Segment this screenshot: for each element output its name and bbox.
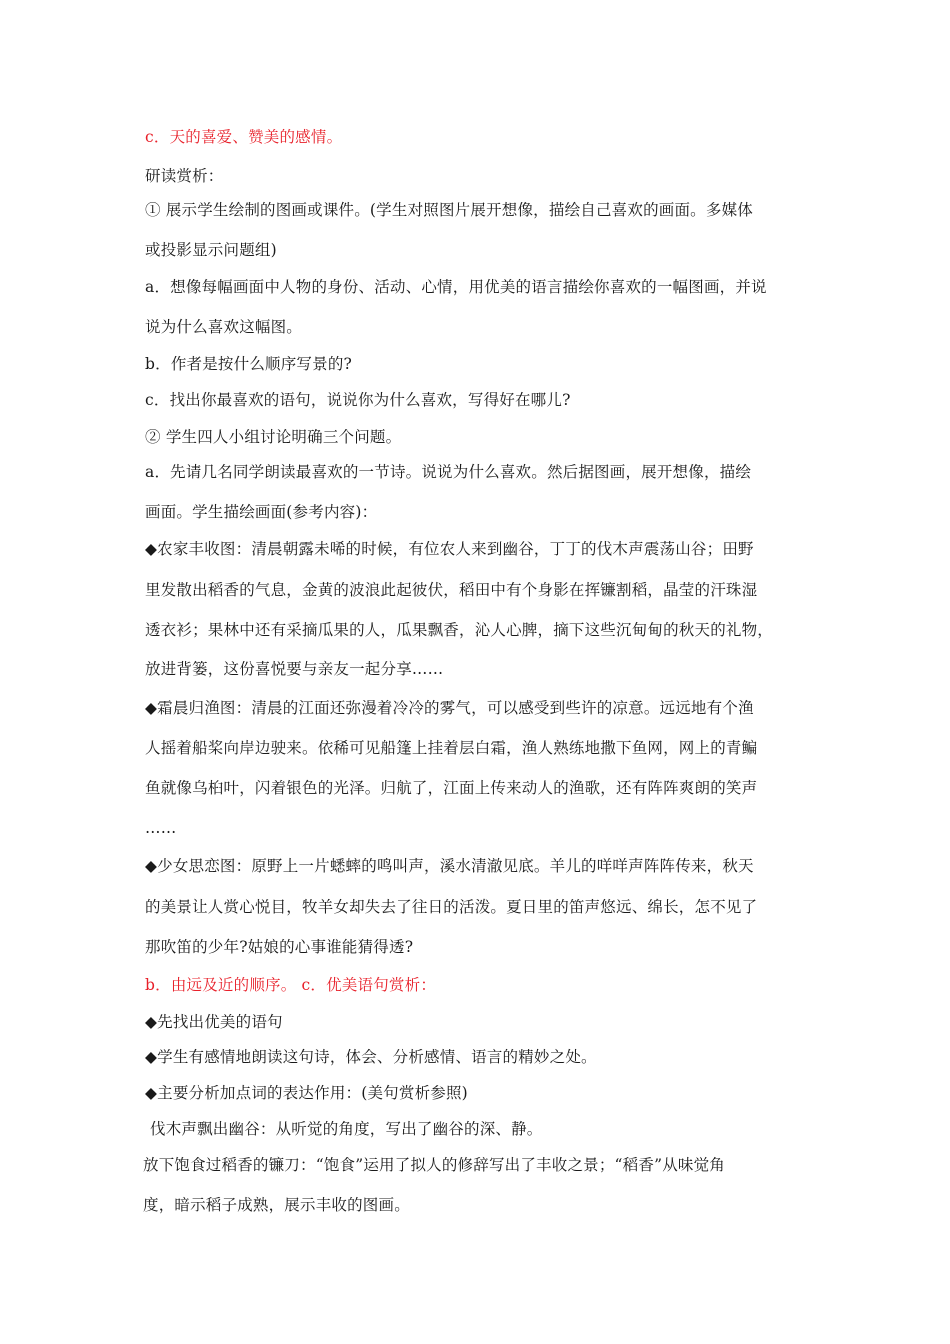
heading-line-c: c．天的喜爱、赞美的感情。 [145, 128, 343, 146]
paragraph-line: 里发散出稻香的气息，金黄的波浪此起彼伏，稻田中有个身影在挥镰割稻，晶莹的汗珠湿 [145, 581, 758, 599]
paragraph-line: 度，暗示稻子成熟，展示丰收的图画。 [143, 1196, 410, 1214]
paragraph-line: ◆学生有感情地朗读这句诗，体会、分析感情、语言的精妙之处。 [145, 1048, 597, 1066]
paragraph-line: ① 展示学生绘制的图画或课件。(学生对照图片展开想像，描绘自己喜欢的画面。多媒体 [145, 201, 753, 219]
paragraph-line: 人摇着船桨向岸边驶来。依稀可见船篷上挂着层白霜，渔人熟练地撒下鱼网，网上的青鳊 [145, 739, 758, 757]
paragraph-line: 放进背篓，这份喜悦要与亲友一起分享…… [145, 660, 444, 678]
paragraph-line: ◆少女思恋图：原野上一片蟋蟀的鸣叫声，溪水清澈见底。羊儿的咩咩声阵阵传来，秋天 [145, 857, 754, 875]
paragraph-line: 伐木声飘出幽谷：从听觉的角度，写出了幽谷的深、静。 [150, 1120, 543, 1138]
paragraph-line: a．想像每幅画面中人物的身份、活动、心情，用优美的语言描绘你喜欢的一幅图画，并说 [145, 278, 767, 296]
paragraph-line: ◆主要分析加点词的表达作用：(美句赏析参照) [145, 1084, 468, 1102]
paragraph-line: 透衣衫；果林中还有采摘瓜果的人，瓜果飘香，沁人心脾，摘下这些沉甸甸的秋天的礼物， [145, 621, 774, 639]
paragraph-line: 或投影显示问题组) [145, 241, 277, 259]
paragraph-line: ◆农家丰收图：清晨朝露未唏的时候，有位农人来到幽谷，丁丁的伐木声震荡山谷；田野 [145, 540, 754, 558]
paragraph-line: 画面。学生描绘画面(参考内容)： [145, 503, 378, 521]
paragraph-line: ◆霜晨归渔图：清晨的江面还弥漫着冷冷的雾气，可以感受到些许的凉意。远远地有个渔 [145, 699, 754, 717]
paragraph-line: b．作者是按什么顺序写景的? [145, 355, 353, 373]
paragraph-line: 鱼就像乌桕叶，闪着银色的光泽。归航了，江面上传来动人的渔歌，还有阵阵爽朗的笑声 [145, 779, 758, 797]
paragraph-line: 说为什么喜欢这幅图。 [145, 318, 303, 336]
paragraph-line: 的美景让人赏心悦目，牧羊女却失去了往日的活泼。夏日里的笛声悠远、绵长，怎不见了 [145, 898, 758, 916]
paragraph-line: ② 学生四人小组讨论明确三个问题。 [145, 428, 402, 446]
paragraph-line: 那吹笛的少年?姑娘的心事谁能猜得透? [145, 938, 414, 956]
paragraph-line: c．找出你最喜欢的语句，说说你为什么喜欢，写得好在哪儿? [145, 391, 571, 409]
section-title: 研读赏析： [145, 167, 224, 185]
answer-line-bc: b．由远及近的顺序。 c．优美语句赏析： [145, 976, 437, 994]
paragraph-line: ◆先找出优美的语句 [145, 1013, 283, 1031]
paragraph-line: 放下饱食过稻香的镰刀：“饱食”运用了拟人的修辞写出了丰收之景；“稻香”从味觉角 [143, 1156, 725, 1174]
paragraph-line: …… [145, 819, 177, 837]
paragraph-line: a．先请几名同学朗读最喜欢的一节诗。说说为什么喜欢。然后据图画，展开想像，描绘 [145, 463, 752, 481]
